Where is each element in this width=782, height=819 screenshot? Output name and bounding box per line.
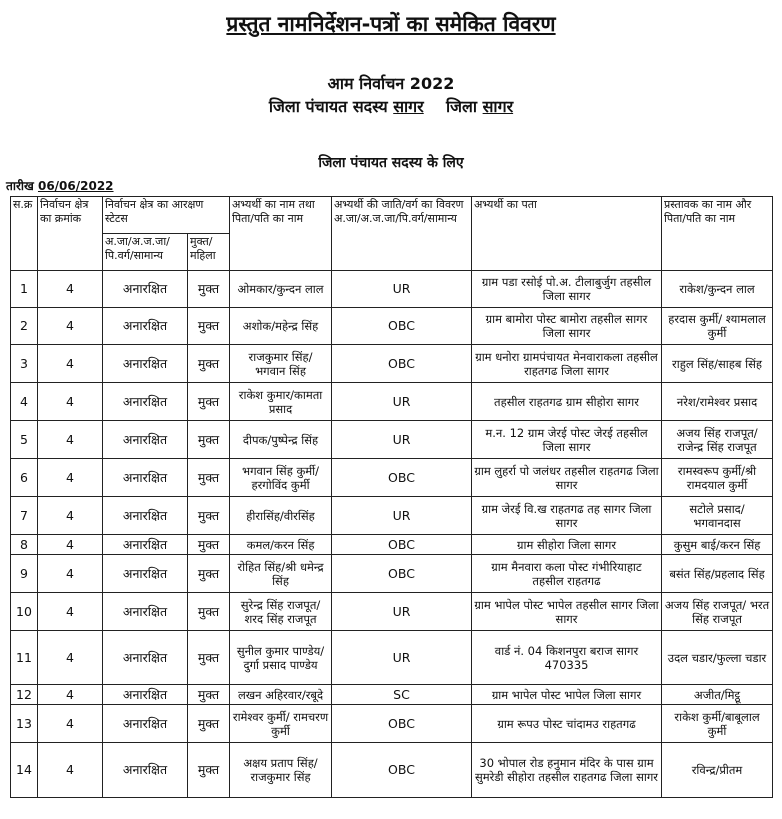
header-res-women: मुक्त/महिला (188, 234, 230, 271)
cell-sno: 2 (11, 308, 38, 345)
cell-ward: 4 (38, 271, 103, 308)
cell-category: अनारक्षित (103, 459, 188, 497)
cell-women: मुक्त (188, 705, 230, 743)
cell-caste: OBC (332, 345, 472, 383)
cell-women: मुक्त (188, 308, 230, 345)
cell-ward: 4 (38, 685, 103, 705)
cell-caste: SC (332, 685, 472, 705)
cell-category: अनारक्षित (103, 308, 188, 345)
cell-caste: OBC (332, 459, 472, 497)
cell-women: मुक्त (188, 555, 230, 593)
cell-women: मुक्त (188, 685, 230, 705)
cell-women: मुक्त (188, 743, 230, 798)
header-reservation: निर्वाचन क्षेत्र का आरक्षण स्टेटस (103, 197, 230, 234)
cell-caste: UR (332, 497, 472, 535)
cell-address: ग्राम सीहोरा जिला सागर (472, 535, 662, 555)
cell-caste: UR (332, 383, 472, 421)
cell-address: ग्राम रूपउ पोस्ट चांदामउ राहतगढ (472, 705, 662, 743)
cell-address: तहसील राहतगढ ग्राम सीहोरा सागर (472, 383, 662, 421)
table-row (11, 631, 773, 685)
district-name: सागर (482, 97, 514, 116)
cell-category: अनारक्षित (103, 383, 188, 421)
cell-women: मुक्त (188, 421, 230, 459)
table-row (11, 308, 773, 345)
cell-proposer: रविन्द्र/प्रीतम (662, 743, 773, 798)
cell-category: अनारक्षित (103, 271, 188, 308)
cell-candidate: रामेश्वर कुर्मी/ रामचरण कुर्मी (230, 705, 332, 743)
cell-women: मुक्त (188, 497, 230, 535)
table-row (11, 497, 773, 535)
header-candidate: अभ्यर्थी का नाम तथा पिता/पति का नाम (230, 197, 332, 271)
cell-proposer: अजय सिंह राजपूत/ भरत सिंह राजपूत (662, 593, 773, 631)
cell-proposer: रामस्वरूप कुर्मी/श्री रामदयाल कुर्मी (662, 459, 773, 497)
cell-ward: 4 (38, 497, 103, 535)
table-row (11, 535, 773, 555)
cell-proposer: हरदास कुर्मी/ श्यामलाल कुर्मी (662, 308, 773, 345)
cell-address: ग्राम भापेल पोस्ट भापेल जिला सागर (472, 685, 662, 705)
date-label: तारीख (6, 179, 34, 193)
cell-proposer: राकेश कुर्मी/बाबूलाल कुर्मी (662, 705, 773, 743)
header-ward: निर्वाचन क्षेत्र का क्रमांक (38, 197, 103, 271)
cell-candidate: लखन अहिरवार/रबूदे (230, 685, 332, 705)
cell-proposer: सटोले प्रसाद/ भगवानदास (662, 497, 773, 535)
cell-caste: UR (332, 593, 472, 631)
cell-proposer: उदल चडार/फुल्ला चडार (662, 631, 773, 685)
cell-proposer: राहुल सिंह/साहब सिंह (662, 345, 773, 383)
cell-proposer: अजीत/मिट्ठू (662, 685, 773, 705)
cell-proposer: कुसुम बाई/करन सिंह (662, 535, 773, 555)
cell-category: अनारक्षित (103, 497, 188, 535)
table-body (11, 271, 773, 798)
cell-category: अनारक्षित (103, 345, 188, 383)
cell-address: वार्ड नं. 04 किशनपुरा बराज सागर 470335 (472, 631, 662, 685)
district-label: जिला (446, 97, 478, 116)
cell-candidate: ओमकार/कुन्दन लाल (230, 271, 332, 308)
cell-ward: 4 (38, 535, 103, 555)
section-heading: जिला पंचायत सदस्य के लिए (318, 155, 464, 171)
cell-women: मुक्त (188, 271, 230, 308)
cell-category: अनारक्षित (103, 555, 188, 593)
cell-ward: 4 (38, 421, 103, 459)
cell-category: अनारक्षित (103, 535, 188, 555)
cell-category: अनारक्षित (103, 593, 188, 631)
cell-sno: 11 (11, 631, 38, 685)
cell-ward: 4 (38, 593, 103, 631)
header-address: अभ्यर्थी का पता (472, 197, 662, 271)
table-row (11, 685, 773, 705)
cell-caste: OBC (332, 308, 472, 345)
cell-address: ग्राम बामोरा पोस्ट बामोरा तहसील सागर जिला सागर (472, 308, 662, 345)
cell-candidate: अक्षय प्रताप सिंह/ राजकुमार सिंह (230, 743, 332, 798)
cell-candidate: रोहित सिंह/श्री धमेन्द्र सिंह (230, 555, 332, 593)
cell-sno: 6 (11, 459, 38, 497)
header-res-category: अ.जा/अ.ज.जा/पि.वर्ग/सामान्य (103, 234, 188, 271)
cell-candidate: राकेश कुमार/कामता प्रसाद (230, 383, 332, 421)
table-row (11, 345, 773, 383)
cell-category: अनारक्षित (103, 705, 188, 743)
cell-caste: OBC (332, 555, 472, 593)
cell-sno: 10 (11, 593, 38, 631)
cell-address: ग्राम पडा रसोई पो.अ. टीलाबुर्जुग तहसील जिला सागर (472, 271, 662, 308)
cell-ward: 4 (38, 308, 103, 345)
cell-caste: OBC (332, 743, 472, 798)
cell-candidate: दीपक/पुष्पेन्द्र सिंह (230, 421, 332, 459)
cell-sno: 14 (11, 743, 38, 798)
cell-ward: 4 (38, 383, 103, 421)
cell-candidate: सुरेन्द्र सिंह राजपूत/ शरद सिंह राजपूत (230, 593, 332, 631)
cell-candidate: कमल/करन सिंह (230, 535, 332, 555)
cell-women: मुक्त (188, 631, 230, 685)
cell-proposer: राकेश/कुन्दन लाल (662, 271, 773, 308)
cell-women: मुक्त (188, 593, 230, 631)
cell-women: मुक्त (188, 535, 230, 555)
cell-proposer: बसंत सिंह/प्रहलाद सिंह (662, 555, 773, 593)
cell-proposer: नरेश/रामेश्वर प्रसाद (662, 383, 773, 421)
cell-category: अनारक्षित (103, 685, 188, 705)
cell-address: म.न. 12 ग्राम जेरई पोस्ट जेरई तहसील जिला सागर (472, 421, 662, 459)
cell-ward: 4 (38, 345, 103, 383)
cell-caste: UR (332, 631, 472, 685)
cell-address: ग्राम भापेल पोस्ट भापेल तहसील सागर जिला सागर (472, 593, 662, 631)
cell-candidate: भगवान सिंह कुर्मी/ हरगोविंद कुर्मी (230, 459, 332, 497)
cell-sno: 1 (11, 271, 38, 308)
cell-sno: 8 (11, 535, 38, 555)
cell-address: 30 भोपाल रोड हनुमान मंदिर के पास ग्राम सुमरेडी सीहोरा तहसील राहतगढ जिला सागर (472, 743, 662, 798)
table-row (11, 705, 773, 743)
table-row (11, 421, 773, 459)
cell-candidate: अशोक/महेन्द्र सिंह (230, 308, 332, 345)
cell-candidate: हीरासिंह/वीरसिंह (230, 497, 332, 535)
header-proposer: प्रस्तावक का नाम और पिता/पति का नाम (662, 197, 773, 271)
cell-ward: 4 (38, 555, 103, 593)
cell-caste: OBC (332, 705, 472, 743)
header-caste: अभ्यर्थी की जाति/वर्ग का विवरण अ.जा/अ.ज.जा/पि.वर्ग/सामान्य (332, 197, 472, 271)
table-row (11, 593, 773, 631)
cell-sno: 7 (11, 497, 38, 535)
cell-women: मुक्त (188, 345, 230, 383)
cell-candidate: सुनील कुमार पाण्डेय/दुर्गा प्रसाद पाण्डेय (230, 631, 332, 685)
cell-caste: UR (332, 421, 472, 459)
post-label: जिला पंचायत सदस्य (268, 97, 388, 116)
cell-sno: 4 (11, 383, 38, 421)
cell-sno: 3 (11, 345, 38, 383)
cell-proposer: अजय सिंह राजपूत/ राजेन्द्र सिंह राजपूत (662, 421, 773, 459)
cell-candidate: राजकुमार सिंह/ भगवान सिंह (230, 345, 332, 383)
cell-ward: 4 (38, 743, 103, 798)
cell-category: अनारक्षित (103, 743, 188, 798)
nominations-table (10, 196, 773, 798)
election-heading: आम निर्वाचन 2022 (327, 74, 455, 93)
cell-ward: 4 (38, 705, 103, 743)
table-row (11, 383, 773, 421)
cell-ward: 4 (38, 459, 103, 497)
election-subheading (0, 95, 782, 117)
table-row (11, 555, 773, 593)
date-value: 06/06/2022 (37, 179, 114, 193)
cell-sno: 13 (11, 705, 38, 743)
cell-address: ग्राम जेरई वि.ख राहतगढ तह सागर जिला सागर (472, 497, 662, 535)
cell-address: ग्राम धनोरा ग्रामपंचायत मेनवाराकला तहसील राहतगढ जिला सागर (472, 345, 662, 383)
cell-address: ग्राम लुहर्रा पो जलंधर तहसील राहतगढ जिला सागर (472, 459, 662, 497)
page-title: प्रस्तुत नामनिर्देशन-पत्रों का समेकित विवरण (226, 12, 556, 36)
cell-category: अनारक्षित (103, 631, 188, 685)
header-row (11, 197, 773, 234)
cell-sno: 5 (11, 421, 38, 459)
cell-ward: 4 (38, 631, 103, 685)
cell-women: मुक्त (188, 383, 230, 421)
table-row (11, 459, 773, 497)
date-line (6, 177, 114, 194)
table-row (11, 271, 773, 308)
cell-caste: OBC (332, 535, 472, 555)
cell-address: ग्राम मैनवारा कला पोस्ट गंभीरियाहाट तहसील राहतगढ (472, 555, 662, 593)
table-row (11, 743, 773, 798)
cell-women: मुक्त (188, 459, 230, 497)
header-sno: स.क्र (11, 197, 38, 271)
cell-category: अनारक्षित (103, 421, 188, 459)
cell-sno: 12 (11, 685, 38, 705)
cell-sno: 9 (11, 555, 38, 593)
place-name: सागर (393, 97, 424, 116)
cell-caste: UR (332, 271, 472, 308)
